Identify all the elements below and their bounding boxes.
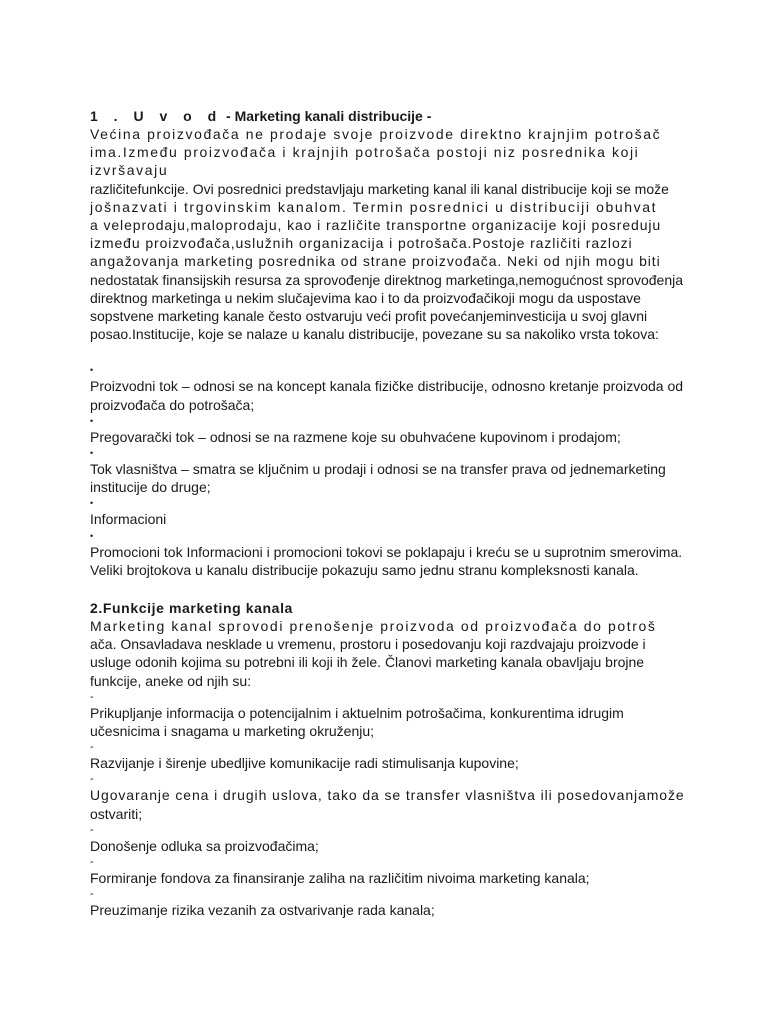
flow-item: institucije do druge; xyxy=(90,479,211,496)
function-item: ostvariti; xyxy=(90,805,143,822)
intro-line: jošnazvati i trgovinskim kanalom. Termin posrednici u distribuciji obuhvat xyxy=(90,198,658,215)
intro-line: Većina proizvođača ne prodaje svoje proizvode direktno krajnjim potrošač xyxy=(90,126,662,142)
function-item: Ugovaranje cena i drugih uslova, tako da se transfer vlasništva ili posedovanjamože xyxy=(90,787,685,804)
flow-item: proizvođača do potrošača; xyxy=(90,396,255,413)
section-1-heading xyxy=(90,107,690,125)
intro-line: direktnog marketinga u nekim slučajevima kao i to da proizvođačikoji mogu da uspostave xyxy=(90,289,641,306)
section-1-title: - Marketing kanali distribucije - xyxy=(222,108,432,124)
intro-line: funkcije, aneke od njih su: xyxy=(90,672,252,689)
function-item: Preuzimanje rizika vezanih za ostvarivanje rada kanala; xyxy=(90,902,435,919)
intro-line: između proizvođača,uslužnih organizacija i potrošača.Postoje različiti razlozi xyxy=(90,235,633,252)
dash-marker: - xyxy=(90,741,94,754)
flow-item: Veliki brojtokova u kanalu distribucije pokazuju samo jednu stranu kompleksnosti kanala. xyxy=(90,561,639,578)
bullet-marker: • xyxy=(90,448,94,459)
dash-marker: - xyxy=(90,773,94,786)
intro-line: angažovanja marketing posrednika od strane proizvođača. Neki od njih mogu biti xyxy=(90,253,661,270)
intro-line: ima.Između proizvođača i krajnjih potrošača postoji niz posrednika koji izvršavaju xyxy=(90,144,640,179)
bullet-marker: • xyxy=(90,530,94,541)
dash-marker: - xyxy=(90,823,94,836)
dash-marker: - xyxy=(90,888,94,901)
dash-marker: - xyxy=(90,690,94,703)
bullet-marker: • xyxy=(90,498,94,509)
section-1-number: 1 . U v o d xyxy=(90,108,223,124)
document-page xyxy=(90,107,690,920)
dash-marker: - xyxy=(90,856,94,869)
flow-item: Pregovarački tok – odnosi se na razmene koje su obuhvaćene kupovinom i prodajom; xyxy=(90,428,621,445)
flow-item: Proizvodni tok – odnosi se na koncept kanala fizičke distribucije, odnosno kretanje proizvoda od xyxy=(90,378,684,395)
bullet-marker: • xyxy=(90,365,94,376)
flow-item: Tok vlasništva – smatra se ključnim u prodaji i odnosi se na transfer prava od jednemarketing xyxy=(90,461,666,478)
intro-line: posao.Institucije, koje se nalaze u kanalu distribucije, povezane su sa nakoliko vrsta tokova: xyxy=(90,326,659,343)
intro-line: nedostatak finansijskih resursa za sprovođenje direktnog marketinga,nemogućnost sprovođenja xyxy=(90,271,684,288)
intro-line: različitefunkcije. Ovi posrednici predstavljaju marketing kanal ili kanal distribucije koji se može xyxy=(90,180,669,197)
function-item: učesnicima i snagama u marketing okruženju; xyxy=(90,723,375,740)
section-2-heading: 2.Funkcije marketing kanala xyxy=(90,600,293,617)
intro-line: usluge odonih kojima su potrebni ili koji ih žele. Članovi marketing kanala obavljaju brojne xyxy=(90,654,645,671)
bullet-marker: • xyxy=(90,415,94,426)
function-item: Donošenje odluka sa proizvođačima; xyxy=(90,837,319,854)
function-item: Formiranje fondova za finansiranje zaliha na različitim nivoima marketing kanala; xyxy=(90,870,590,887)
function-item: Prikupljanje informacija o potencijalnim i aktuelnim potrošačima, konkurentima idrugim xyxy=(90,704,624,721)
flow-item: Informacioni xyxy=(90,511,167,528)
flow-item: Promocioni tok Informacioni i promocioni tokovi se poklapaju i kreću se u suprotnim smerovima. xyxy=(90,543,683,560)
intro-line: ača. Onsavladava nesklade u vremenu, prostoru i posedovanju koji razdvajaju proizvode i xyxy=(90,636,646,653)
intro-line: a veleprodaju,maloprodaju, kao i različite transportne organizacije koji posreduju xyxy=(90,217,662,234)
intro-line: sopstvene marketing kanale često ostvaruju veći profit povećanjeminvesticija u svoj glavni xyxy=(90,308,648,325)
function-item: Razvijanje i širenje ubedljive komunikacije radi stimulisanja kupovine; xyxy=(90,755,519,772)
intro-line: Marketing kanal sprovodi prenošenje proizvoda od proizvođača do potroš xyxy=(90,618,657,635)
